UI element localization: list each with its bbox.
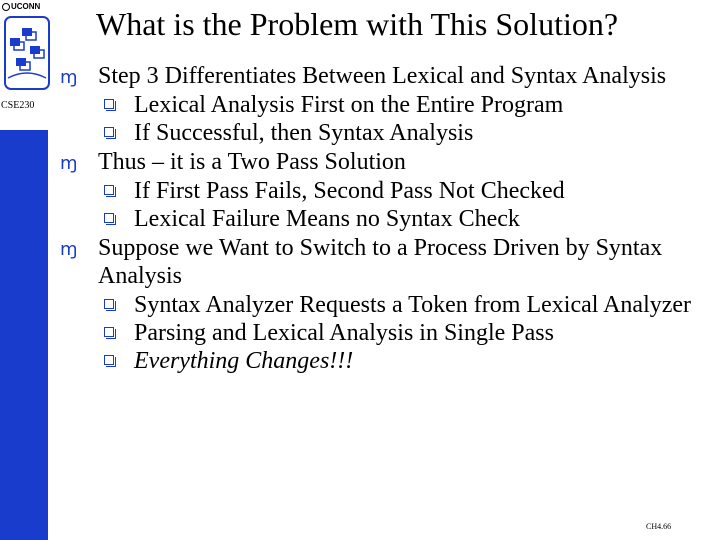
sub-bullet-text: If First Pass Fails, Second Pass Not Checked	[134, 178, 565, 204]
university-logo	[2, 2, 40, 11]
sub-bullet-text: Parsing and Lexical Analysis in Single Pass	[134, 320, 554, 346]
bullet-text: Suppose we Want to Switch to a Process Driven by Syntax Analysis	[98, 235, 663, 289]
bullet-text: Thus – it is a Two Pass Solution	[98, 149, 406, 175]
sub-bullet	[60, 320, 700, 346]
square-bullet-icon	[104, 327, 114, 337]
square-bullet-icon	[104, 99, 114, 109]
sub-bullet-text: If Successful, then Syntax Analysis	[134, 120, 474, 146]
logo-mark-icon	[2, 3, 10, 11]
sub-bullet	[60, 292, 700, 318]
square-bullet-icon	[104, 355, 114, 365]
logo-text: UCONN	[11, 2, 41, 11]
sub-bullet	[60, 178, 700, 204]
square-bullet-icon	[104, 213, 114, 223]
square-bullet-icon	[104, 185, 114, 195]
m-bullet-icon: ɱ	[60, 239, 78, 260]
sub-bullet-text: Syntax Analyzer Requests a Token from Lexical Analyzer	[134, 292, 692, 318]
course-label: CSE230	[1, 100, 35, 111]
m-bullet-icon: ɱ	[60, 67, 78, 88]
m-bullet-icon: ɱ	[60, 153, 78, 174]
uconn-seal-icon	[4, 16, 50, 90]
bullet-text: Step 3 Differentiates Between Lexical and Syntax Analysis	[98, 63, 667, 89]
logo-area	[0, 0, 48, 130]
sub-bullet	[60, 120, 700, 146]
bullet-3	[60, 234, 700, 290]
bullet-1	[60, 62, 700, 90]
slide-content	[60, 62, 700, 376]
sub-bullet	[60, 206, 700, 232]
bullet-2	[60, 148, 700, 176]
sub-bullet-text: Lexical Failure Means no Syntax Check	[134, 206, 520, 232]
sub-bullet-text: Lexical Analysis First on the Entire Program	[134, 92, 564, 118]
sub-bullet-text: Everything Changes!!!	[134, 348, 354, 374]
square-bullet-icon	[104, 299, 114, 309]
square-bullet-icon	[104, 127, 114, 137]
sub-bullet	[60, 348, 700, 374]
sub-bullet	[60, 92, 700, 118]
slide-title: What is the Problem with This Solution?	[96, 6, 619, 42]
page-number: CH4.66	[646, 522, 672, 531]
